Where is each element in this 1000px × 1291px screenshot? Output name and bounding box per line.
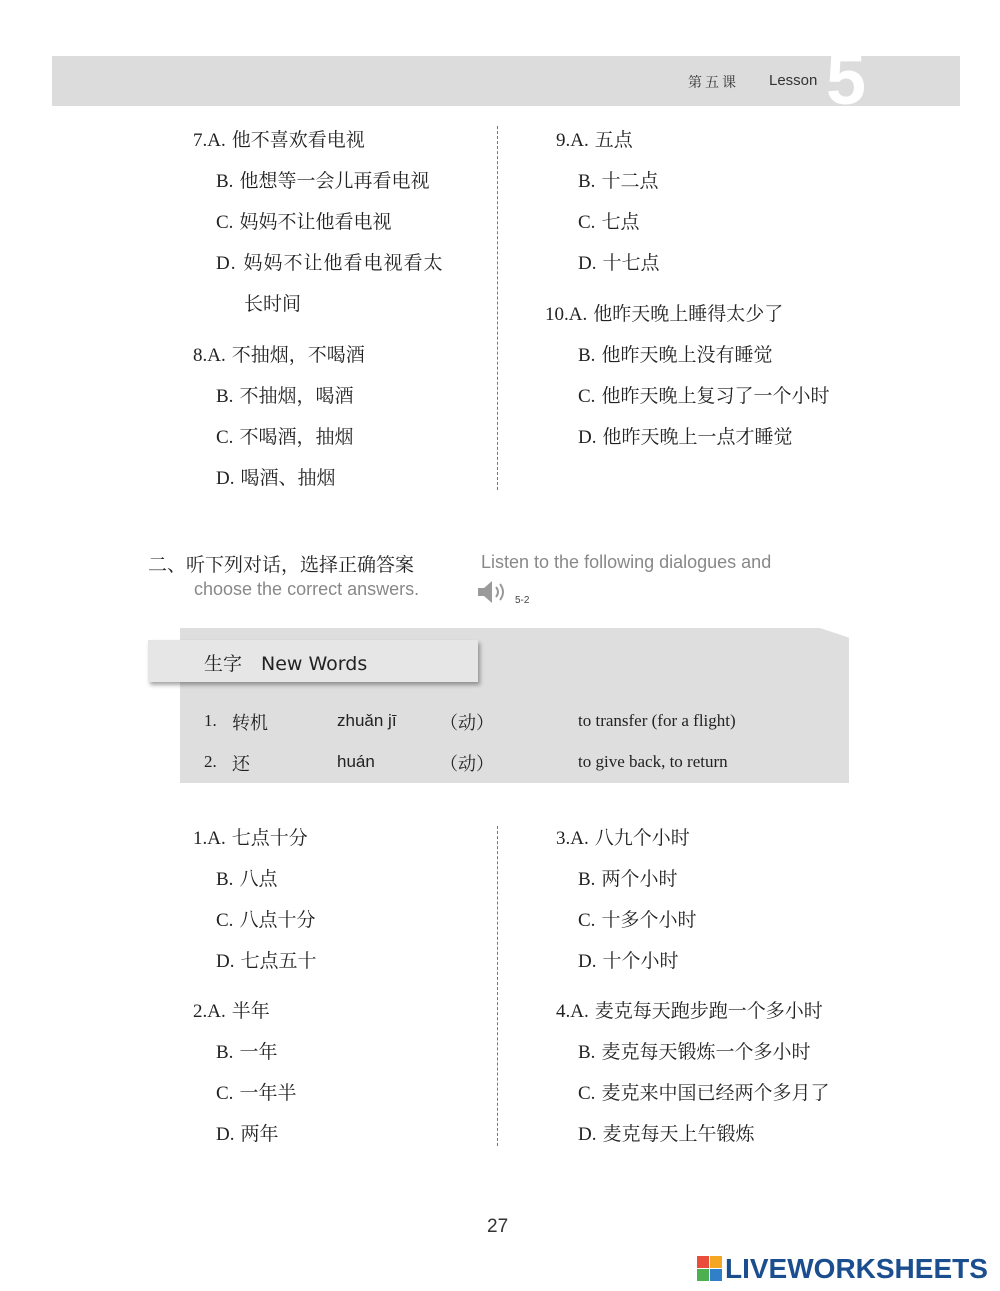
s2-question-1-option-c: C. 八点十分 [216, 909, 316, 931]
question-7-option-d: D. 妈妈不让他看电视看太 [216, 252, 444, 274]
question-9-option-d: D. 十七点 [578, 252, 660, 274]
question-8-option-d: D. 喝酒、抽烟 [216, 467, 336, 489]
question-10-option-b: B. 他昨天晚上没有睡觉 [578, 344, 773, 366]
s2-question-2-option-c: C. 一年半 [216, 1082, 297, 1104]
s2-question-4: 4.A. 麦克每天跑步跑一个多小时 [556, 1000, 823, 1022]
question-9-option-c: C. 七点 [578, 211, 640, 233]
s2-question-2: 2.A. 半年 [193, 1000, 270, 1022]
question-8-option-c: C. 不喝酒，抽烟 [216, 426, 354, 448]
word-1-number: 1. [204, 711, 217, 730]
new-words-box-corner [820, 628, 850, 638]
question-7-option-c: C. 妈妈不让他看电视 [216, 211, 392, 233]
s2-question-4-option-c: C. 麦克来中国已经两个多月了 [578, 1082, 830, 1104]
question-10: 10.A. 他昨天晚上睡得太少了 [545, 303, 784, 325]
s2-question-2-option-d: D. 两年 [216, 1123, 279, 1145]
section-2-instruction-line-1: Listen to the following dialogues and [481, 552, 772, 572]
question-10-option-d: D. 他昨天晚上一点才睡觉 [578, 426, 793, 448]
word-2-number: 2. [204, 752, 217, 771]
s2-question-3: 3.A. 八九个小时 [556, 827, 690, 849]
header-band [52, 56, 960, 106]
s2-question-3-option-b: B. 两个小时 [578, 868, 678, 890]
option-text: 他不喜欢看电视 [231, 129, 365, 151]
question-7-option-d-continuation: 长时间 [244, 293, 302, 315]
liveworksheets-wordmark: LIVEWORKSHEETS [725, 1253, 988, 1284]
s2-question-1: 1.A. 七点十分 [193, 827, 308, 849]
question-9: 9.A. 五点 [556, 129, 633, 151]
question-8: 8.A. 不抽烟，不喝酒 [193, 344, 365, 366]
page-number: 27 [487, 1216, 509, 1237]
s2-question-4-option-d: D. 麦克每天上午锻炼 [578, 1123, 755, 1145]
s2-question-3-option-d: D. 十个小时 [578, 950, 679, 972]
audio-track-code: 5-2 [515, 595, 530, 606]
column-divider-bottom [497, 826, 498, 1146]
word-1-pinyin: zhuǎn jī [337, 711, 397, 730]
question-10-option-c: C. 他昨天晚上复习了一个小时 [578, 385, 830, 407]
lesson-number: 5 [826, 40, 867, 120]
liveworksheets-logo-icon [697, 1256, 723, 1282]
lesson-title-en: Lesson [769, 72, 818, 89]
s2-question-2-option-b: B. 一年 [216, 1041, 278, 1063]
question-9-option-b: B. 十二点 [578, 170, 659, 192]
word-2-meaning: to give back, to return [578, 752, 728, 771]
liveworksheets-brand[interactable] [697, 1254, 988, 1284]
speaker-icon[interactable] [474, 578, 514, 606]
question-8-option-b: B. 不抽烟，喝酒 [216, 385, 354, 407]
lesson-title-cn: 第五课 [688, 75, 739, 91]
word-1-meaning: to transfer (for a flight) [578, 711, 736, 730]
question-7: 7.A. 他不喜欢看电视 [193, 129, 365, 151]
word-2-pos: （动） [440, 754, 494, 775]
word-1-hanzi: 转机 [232, 713, 268, 734]
question-7-option-b: B. 他想等一会儿再看电视 [216, 170, 430, 192]
word-2-hanzi: 还 [232, 754, 250, 775]
s2-question-3-option-c: C. 十多个小时 [578, 909, 697, 931]
new-words-heading: 生字 New Words [204, 653, 368, 675]
word-1-pos: （动） [440, 713, 494, 734]
word-2-pinyin: huán [337, 752, 375, 771]
section-2-title: 二、听下列对话，选择正确答案 [148, 554, 415, 576]
section-2-instruction-line-2: choose the correct answers. [194, 579, 420, 599]
s2-question-4-option-b: B. 麦克每天锻炼一个多小时 [578, 1041, 811, 1063]
s2-question-1-option-b: B. 八点 [216, 868, 278, 890]
s2-question-1-option-d: D. 七点五十 [216, 950, 317, 972]
column-divider-top [497, 126, 498, 490]
